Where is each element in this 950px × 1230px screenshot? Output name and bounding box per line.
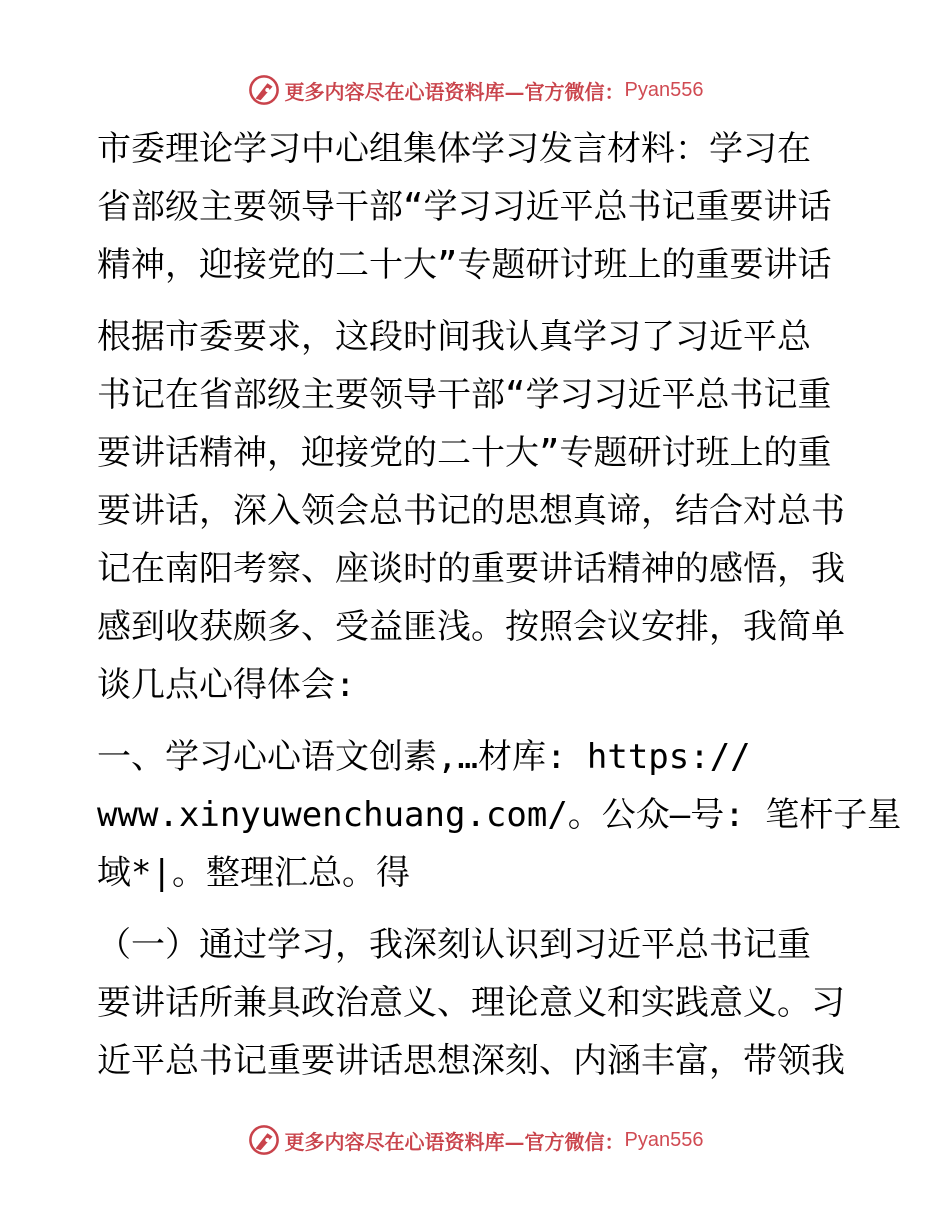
paragraph-line: 感到收获颇多、受益匪浅。按照会议安排，我简单: [97, 607, 845, 647]
section-line: 一、学习心心语文创素,…材库: https://: [97, 737, 751, 777]
document-body: [97, 120, 902, 1090]
intro-paragraph: [97, 308, 853, 714]
title-line: 市委理论学习中心组集体学习发言材料：学习在: [97, 129, 811, 169]
document-title: [97, 120, 853, 294]
paragraph-line: 根据市委要求，这段时间我认真学习了习近平总: [97, 317, 811, 357]
watermark-text: 更多内容尽在心语资料库—官方微信：: [284, 79, 625, 104]
watermark-text: 更多内容尽在心语资料库—官方微信：: [284, 1129, 625, 1154]
paragraph-line: 要讲话精神，迎接党的二十大”专题研讨班上的重: [97, 433, 832, 473]
paragraph-line: 记在南阳考察、座谈时的重要讲话精神的感悟，我: [97, 549, 845, 589]
title-line: 精神，迎接党的二十大”专题研讨班上的重要讲话: [97, 245, 832, 285]
title-line: 省部级主要领导干部“学习习近平总书记重要讲话: [97, 187, 832, 227]
watermark-id: Pyan556: [624, 1128, 704, 1151]
paragraph-line: 要讲话，深入领会总书记的思想真谛，结合对总书: [97, 491, 845, 531]
subsection-paragraph: [97, 916, 853, 1090]
watermark-banner-top: [0, 70, 950, 110]
watermark-id: Pyan556: [624, 78, 704, 101]
paragraph-line: 近平总书记重要讲话思想深刻、内涵丰富，带领我: [97, 1041, 845, 1081]
paragraph-line: 要讲话所兼具政治意义、理论意义和实践意义。习: [97, 983, 845, 1023]
pen-nib-logo-icon: [247, 73, 281, 107]
section-heading: [97, 728, 902, 902]
section-line: 域*|。整理汇总。得: [97, 853, 410, 893]
watermark-banner-bottom: [0, 1120, 950, 1160]
section-line: www.xinyuwenchuang.com/。公众—号: 笔杆子星: [97, 795, 902, 835]
pen-nib-logo-icon: [247, 1123, 281, 1157]
paragraph-line: 书记在省部级主要领导干部“学习习近平总书记重: [97, 375, 832, 415]
paragraph-line: 谈几点心得体会:: [97, 665, 356, 705]
paragraph-line: （一）通过学习，我深刻认识到习近平总书记重: [97, 925, 811, 965]
